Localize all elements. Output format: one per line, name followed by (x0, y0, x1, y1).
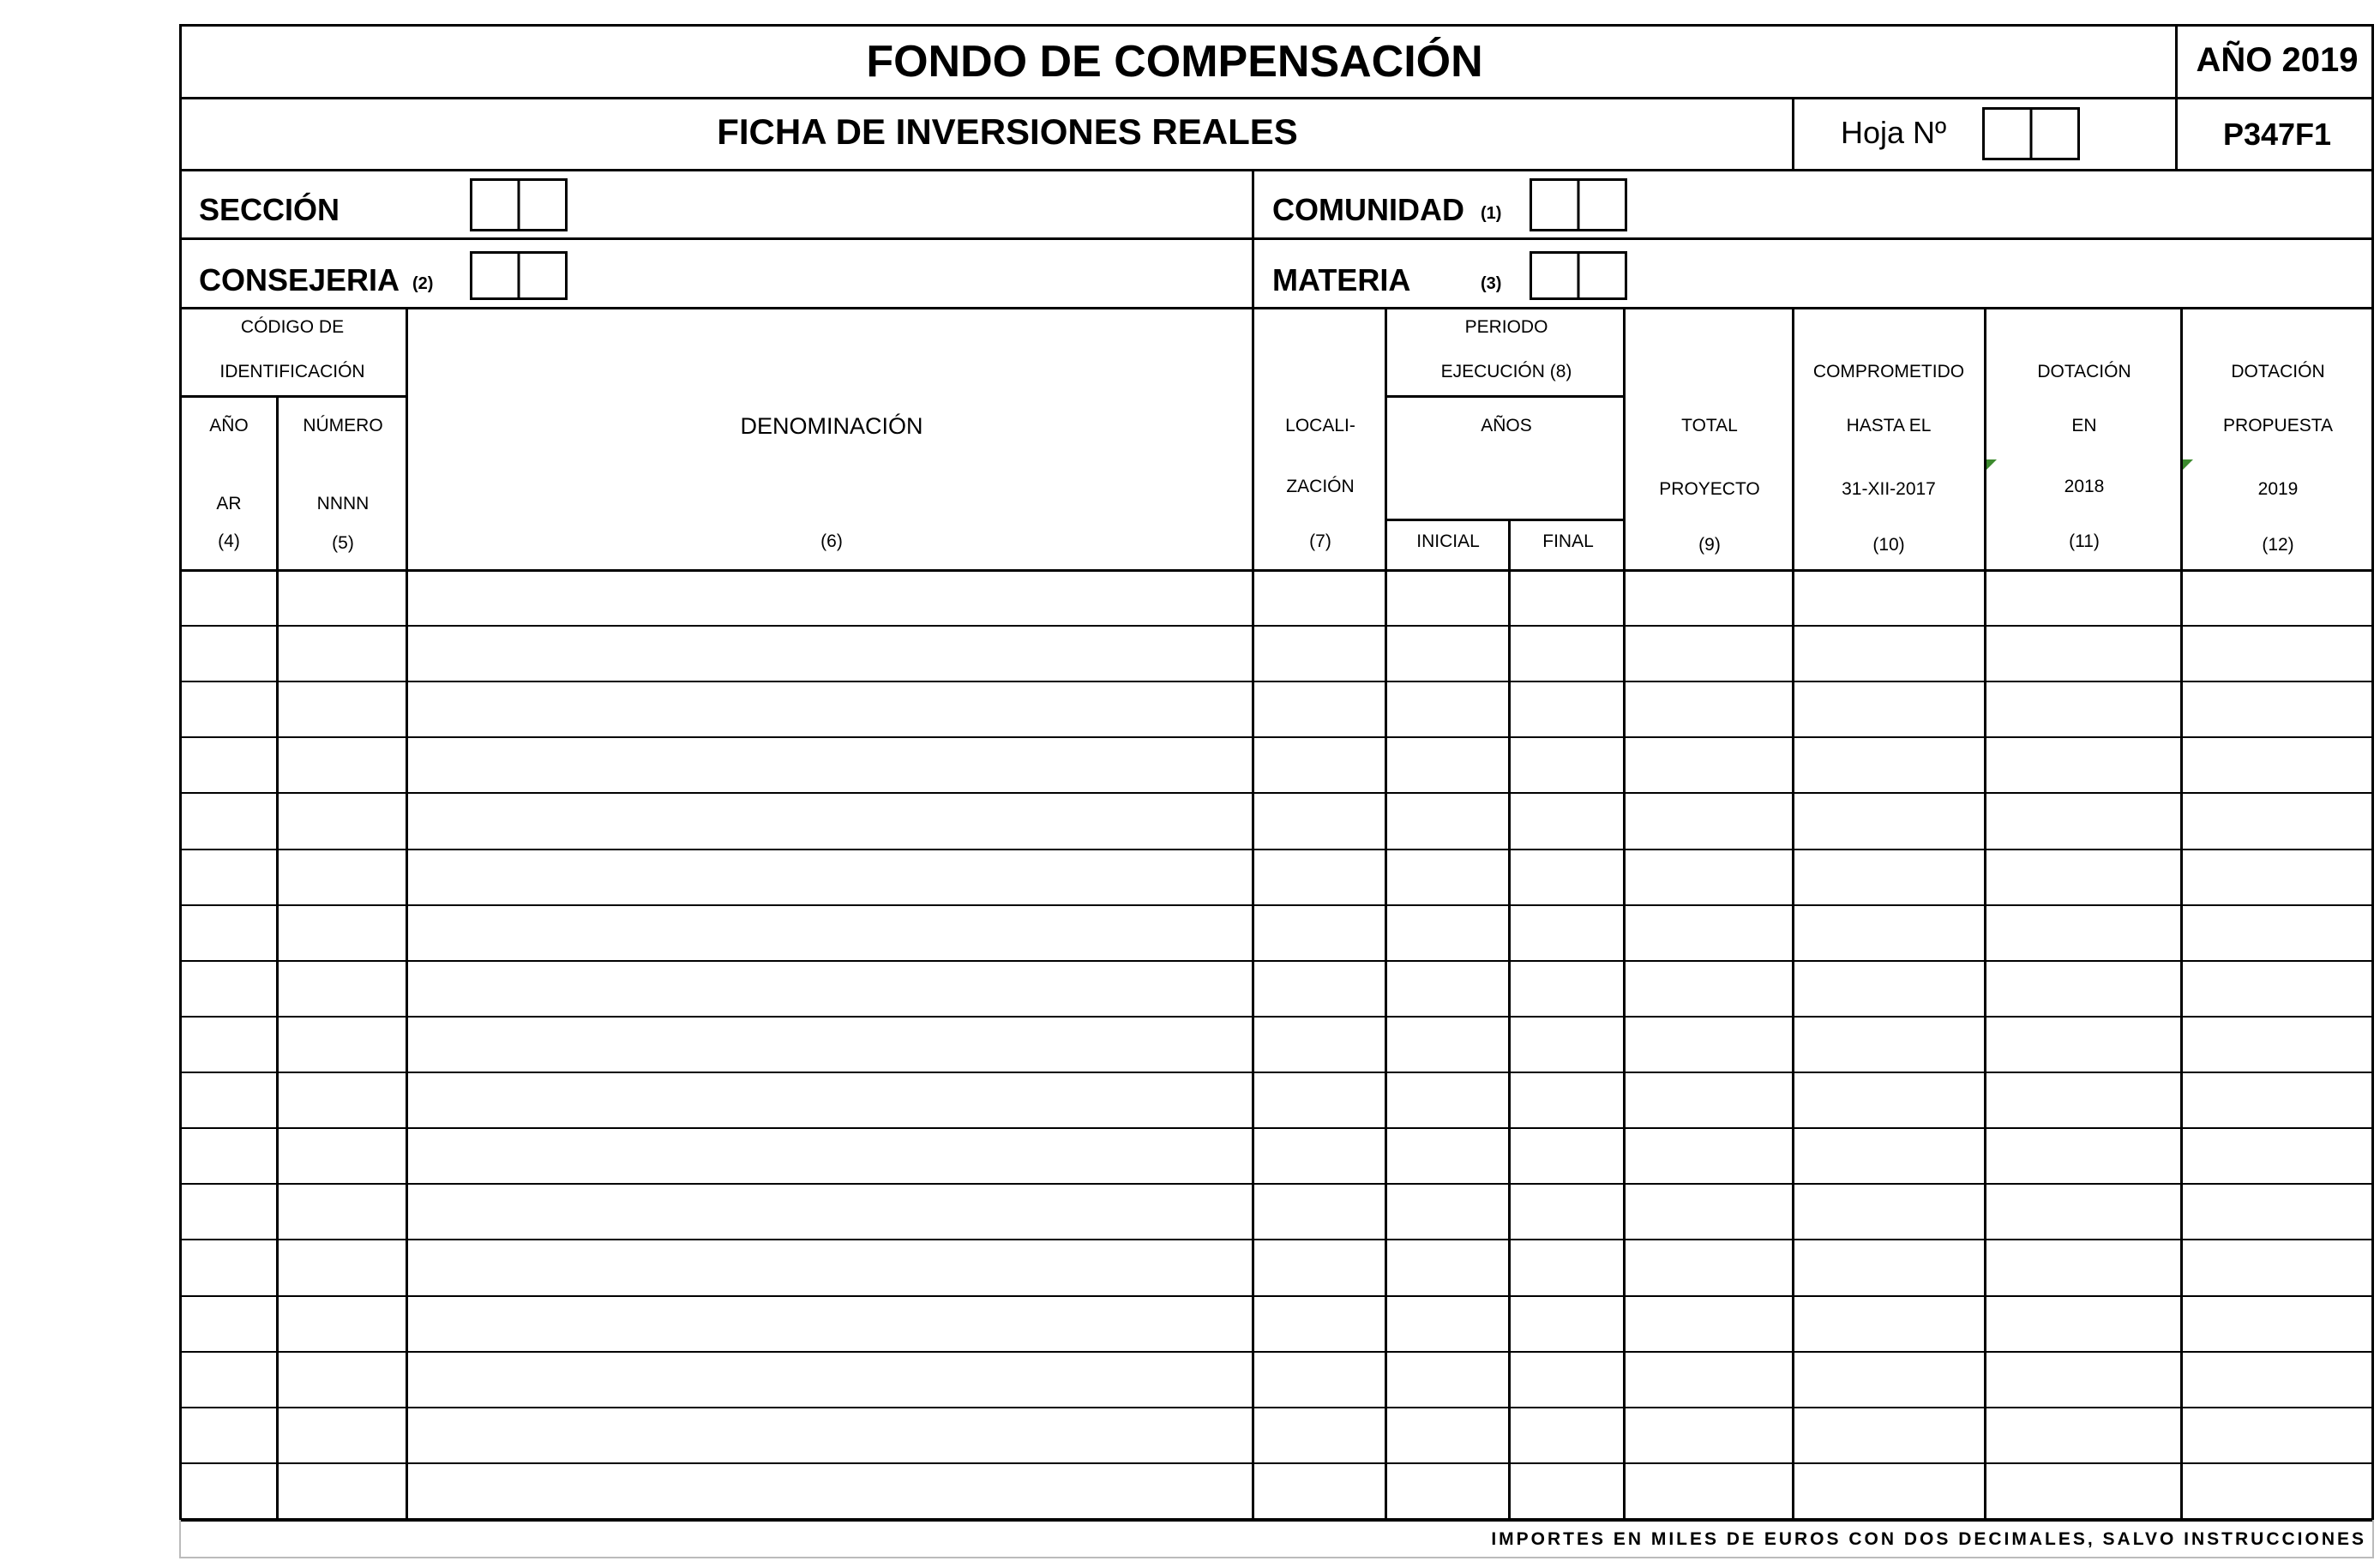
table-cell-denominacion[interactable] (408, 1130, 1385, 1183)
inicial-header: INICIAL (1416, 531, 1480, 551)
comprometido-header-2: HASTA EL (1846, 416, 1932, 435)
table-cell-dotacion[interactable] (2183, 795, 2371, 848)
table-cell-inicial[interactable] (1511, 1074, 1623, 1127)
sheet-divider (1792, 97, 1794, 171)
table-cell-numero[interactable] (279, 683, 406, 736)
table-cell-total[interactable] (1794, 1465, 1984, 1518)
table-cell-final[interactable] (1626, 795, 1792, 848)
table-cell-inicial[interactable] (1511, 739, 1623, 792)
table-cell-localizacion[interactable] (1387, 907, 1508, 960)
dotacion-prop-corner-mark (2183, 459, 2193, 470)
table-row (0, 1295, 2380, 1351)
table-cell-final[interactable] (1626, 683, 1792, 736)
table-cell-comprometido[interactable] (1986, 627, 2180, 681)
table-cell-denominacion[interactable] (408, 1186, 1385, 1239)
table-cell-comprometido[interactable] (1986, 683, 2180, 736)
row-rule (179, 1239, 2374, 1240)
table-cell-final[interactable] (1626, 1409, 1792, 1462)
comprometido-header-1: COMPROMETIDO (1812, 362, 1965, 381)
table-row (0, 792, 2380, 848)
table-cell-localizacion[interactable] (1387, 627, 1508, 681)
dotacion-en-header-3: 2018 (2064, 477, 2105, 496)
dotacion-en-header-2: EN (2071, 416, 2097, 435)
table-cell-comprometido[interactable] (1986, 1074, 2180, 1127)
table-cell-total[interactable] (1794, 739, 1984, 792)
table-cell-comprometido[interactable] (1986, 963, 2180, 1016)
table-cell-ano[interactable] (182, 1186, 276, 1239)
row-rule (179, 1072, 2374, 1073)
table-cell-numero[interactable] (279, 1241, 406, 1294)
table-cell-numero[interactable] (279, 907, 406, 960)
table-cell-ano[interactable] (182, 1298, 276, 1351)
table-cell-ano[interactable] (182, 963, 276, 1016)
table-cell-dotacion[interactable] (2183, 907, 2371, 960)
table-cell-final[interactable] (1626, 1074, 1792, 1127)
table-cell-ano[interactable] (182, 1074, 276, 1127)
table-cell-ano[interactable] (182, 1241, 276, 1294)
table-cell-denominacion[interactable] (408, 683, 1385, 736)
table-cell-denominacion[interactable] (408, 851, 1385, 904)
row-rule (179, 849, 2374, 850)
table-cell-inicial[interactable] (1511, 795, 1623, 848)
localizacion-header-num: (7) (1309, 531, 1331, 551)
table-row (0, 1407, 2380, 1462)
table-cell-denominacion[interactable] (408, 1298, 1385, 1351)
table-cell-inicial[interactable] (1511, 851, 1623, 904)
table-cell-ano[interactable] (182, 1130, 276, 1183)
table-cell-ano[interactable] (182, 739, 276, 792)
footer-right-rule (2372, 1520, 2374, 1558)
table-cell-ano[interactable] (182, 1409, 276, 1462)
comunidad-label: COMUNIDAD (1272, 192, 1464, 227)
row-rule (179, 1127, 2374, 1129)
table-cell-ano[interactable] (182, 851, 276, 904)
table-cell-total[interactable] (1794, 1354, 1984, 1407)
table-cell-ano[interactable] (182, 795, 276, 848)
table-cell-numero[interactable] (279, 1074, 406, 1127)
table-row (0, 1016, 2380, 1072)
table-row (0, 569, 2380, 625)
table-cell-total[interactable] (1794, 1298, 1984, 1351)
table-cell-numero[interactable] (279, 1186, 406, 1239)
consejeria-rule (179, 307, 2374, 309)
table-cell-total[interactable] (1794, 1409, 1984, 1462)
table-cell-localizacion[interactable] (1387, 795, 1508, 848)
table-row (0, 960, 2380, 1016)
table-cell-total[interactable] (1794, 627, 1984, 681)
table-cell-localizacion[interactable] (1387, 1018, 1508, 1072)
table-cell-comprometido[interactable] (1986, 1354, 2180, 1407)
total-header-1: TOTAL (1681, 416, 1738, 435)
localizacion-header-1: LOCALI- (1285, 416, 1355, 435)
table-cell-total[interactable] (1794, 851, 1984, 904)
numero-header-2: NNNN (316, 494, 370, 513)
table-cell-ano[interactable] (182, 627, 276, 681)
table-cell-dotacion[interactable] (2183, 851, 2371, 904)
dotacion-prop-header-1: DOTACIÓN (2231, 362, 2325, 381)
table-cell-final[interactable] (1626, 1354, 1792, 1407)
table-cell-denominacion[interactable] (408, 1241, 1385, 1294)
materia-box[interactable] (1530, 251, 1627, 300)
dotacion-en-header-1: DOTACIÓN (2037, 362, 2131, 381)
form-title: FONDO DE COMPENSACIÓN (866, 37, 1483, 87)
table-cell-localizacion[interactable] (1387, 1186, 1508, 1239)
table-cell-total[interactable] (1794, 1241, 1984, 1294)
table-cell-ano[interactable] (182, 1018, 276, 1072)
seccion-label: SECCIÓN (199, 192, 340, 227)
table-cell-ano[interactable] (182, 1465, 276, 1518)
table-cell-total[interactable] (1794, 963, 1984, 1016)
table-cell-final[interactable] (1626, 1186, 1792, 1239)
table-cell-localizacion[interactable] (1387, 683, 1508, 736)
table-cell-comprometido[interactable] (1986, 739, 2180, 792)
table-cell-inicial[interactable] (1511, 683, 1623, 736)
table-cell-dotacion[interactable] (2183, 572, 2371, 625)
table-cell-total[interactable] (1794, 1074, 1984, 1127)
table-cell-comprometido[interactable] (1986, 1465, 2180, 1518)
seccion-rule (179, 237, 2374, 240)
table-cell-inicial[interactable] (1511, 1018, 1623, 1072)
row-rule (179, 1183, 2374, 1185)
denominacion-header-num: (6) (820, 531, 843, 551)
table-cell-dotacion[interactable] (2183, 1354, 2371, 1407)
comunidad-note: (1) (1481, 204, 1502, 223)
table-cell-final[interactable] (1626, 1018, 1792, 1072)
table-cell-inicial[interactable] (1511, 1241, 1623, 1294)
ano-header-1: AÑO (209, 416, 249, 435)
table-cell-denominacion[interactable] (408, 572, 1385, 625)
table-cell-dotacion[interactable] (2183, 1186, 2371, 1239)
table-row (0, 736, 2380, 792)
table-cell-numero[interactable] (279, 1354, 406, 1407)
table-cell-denominacion[interactable] (408, 1018, 1385, 1072)
materia-label: MATERIA (1272, 262, 1411, 297)
table-cell-denominacion[interactable] (408, 1074, 1385, 1127)
table-cell-numero[interactable] (279, 1130, 406, 1183)
footer-note: IMPORTES EN MILES DE EUROS CON DOS DECIMALES, SALVO INSTRUCCIONES (1491, 1529, 2366, 1549)
table-cell-comprometido[interactable] (1986, 851, 2180, 904)
table-cell-comprometido[interactable] (1986, 1409, 2180, 1462)
table-cell-total[interactable] (1794, 1018, 1984, 1072)
table-cell-localizacion[interactable] (1387, 1409, 1508, 1462)
table-cell-dotacion[interactable] (2183, 683, 2371, 736)
codigo-header-2: IDENTIFICACIÓN (219, 362, 365, 381)
table-cell-comprometido[interactable] (1986, 572, 2180, 625)
final-header: FINAL (1542, 531, 1594, 551)
table-cell-denominacion[interactable] (408, 1465, 1385, 1518)
table-cell-final[interactable] (1626, 627, 1792, 681)
table-cell-comprometido[interactable] (1986, 907, 2180, 960)
table-cell-comprometido[interactable] (1986, 1130, 2180, 1183)
table-cell-comprometido[interactable] (1986, 1298, 2180, 1351)
table-cell-localizacion[interactable] (1387, 1354, 1508, 1407)
table-cell-denominacion[interactable] (408, 627, 1385, 681)
ano-header-num: (4) (218, 531, 240, 551)
table-cell-final[interactable] (1626, 739, 1792, 792)
row-rule (179, 904, 2374, 906)
table-cell-final[interactable] (1626, 1130, 1792, 1183)
table-cell-dotacion[interactable] (2183, 1465, 2371, 1518)
materia-note: (3) (1481, 274, 1502, 293)
table-cell-localizacion[interactable] (1387, 572, 1508, 625)
row-rule (179, 1407, 2374, 1408)
row-rule (179, 960, 2374, 962)
comprometido-header-3: 31-XII-2017 (1842, 479, 1936, 499)
table-cell-inicial[interactable] (1511, 1465, 1623, 1518)
table-cell-final[interactable] (1626, 851, 1792, 904)
periodo-header-2: EJECUCIÓN (8) (1440, 362, 1572, 381)
codigo-header-1: CÓDIGO DE (240, 317, 345, 337)
row-rule (179, 1295, 2374, 1297)
anos-under-rule (1385, 519, 1625, 521)
table-row (0, 1072, 2380, 1127)
localizacion-header-2: ZACIÓN (1286, 477, 1355, 496)
form-code: P347F1 (2222, 117, 2332, 152)
dotacion-prop-header-3: 2019 (2257, 479, 2299, 499)
table-row (0, 625, 2380, 681)
row-rule (179, 1016, 2374, 1018)
table-cell-dotacion[interactable] (2183, 963, 2371, 1016)
table-cell-numero[interactable] (279, 795, 406, 848)
denominacion-header: DENOMINACIÓN (740, 413, 923, 439)
table-cell-dotacion[interactable] (2183, 1241, 2371, 1294)
table-cell-ano[interactable] (182, 683, 276, 736)
table-row (0, 1183, 2380, 1239)
table-cell-denominacion[interactable] (408, 1409, 1385, 1462)
table-cell-dotacion[interactable] (2183, 627, 2371, 681)
table-row (0, 681, 2380, 736)
consejeria-note: (2) (412, 274, 434, 293)
table-cell-dotacion[interactable] (2183, 1018, 2371, 1072)
sheet-label: Hoja Nº (1841, 115, 1947, 150)
subtitle-rule (179, 169, 2374, 171)
table-row (0, 1127, 2380, 1183)
table-row (0, 1351, 2380, 1407)
table-cell-localizacion[interactable] (1387, 1298, 1508, 1351)
footer-left-rule (179, 1520, 181, 1558)
numero-header-num: (5) (332, 533, 354, 553)
table-cell-denominacion[interactable] (408, 795, 1385, 848)
table-cell-denominacion[interactable] (408, 739, 1385, 792)
title-rule (179, 97, 2374, 99)
table-row (0, 904, 2380, 960)
form-subtitle: FICHA DE INVERSIONES REALES (717, 111, 1298, 152)
table-cell-total[interactable] (1794, 1130, 1984, 1183)
table-cell-ano[interactable] (182, 1354, 276, 1407)
periodo-anos-header: AÑOS (1481, 416, 1532, 435)
table-cell-dotacion[interactable] (2183, 1074, 2371, 1127)
table-cell-numero[interactable] (279, 627, 406, 681)
numero-header-1: NÚMERO (303, 416, 383, 435)
dotacion-prop-header-num: (12) (2262, 535, 2294, 555)
table-cell-numero[interactable] (279, 1409, 406, 1462)
table-cell-inicial[interactable] (1511, 1409, 1623, 1462)
total-header-2: PROYECTO (1659, 479, 1760, 499)
table-cell-final[interactable] (1626, 572, 1792, 625)
row-rule (179, 792, 2374, 794)
table-cell-numero[interactable] (279, 963, 406, 1016)
table-cell-localizacion[interactable] (1387, 739, 1508, 792)
table-cell-numero[interactable] (279, 851, 406, 904)
table-cell-total[interactable] (1794, 907, 1984, 960)
consejeria-box[interactable] (470, 251, 568, 300)
table-cell-comprometido[interactable] (1986, 1241, 2180, 1294)
table-cell-numero[interactable] (279, 1018, 406, 1072)
table-cell-denominacion[interactable] (408, 1354, 1385, 1407)
table-cell-inicial[interactable] (1511, 963, 1623, 1016)
dotacion-en-corner-mark (1986, 459, 1997, 470)
table-cell-inicial[interactable] (1511, 1130, 1623, 1183)
total-header-num: (9) (1698, 535, 1721, 555)
sheet-number-box[interactable] (1982, 107, 2080, 160)
table-cell-localizacion[interactable] (1387, 851, 1508, 904)
periodo-under-rule (1385, 395, 1625, 398)
row-rule (179, 736, 2374, 738)
table-cell-total[interactable] (1794, 1186, 1984, 1239)
footer-bottom-rule (179, 1557, 2374, 1558)
table-cell-final[interactable] (1626, 963, 1792, 1016)
table-cell-inicial[interactable] (1511, 572, 1623, 625)
table-cell-localizacion[interactable] (1387, 1465, 1508, 1518)
table-cell-localizacion[interactable] (1387, 963, 1508, 1016)
dotacion-en-header-num: (11) (2069, 531, 2100, 551)
frame-bottom (179, 1518, 2374, 1522)
table-cell-dotacion[interactable] (2183, 739, 2371, 792)
table-cell-final[interactable] (1626, 1465, 1792, 1518)
table-cell-denominacion[interactable] (408, 907, 1385, 960)
ano-header-2: AR (216, 494, 242, 513)
table-cell-ano[interactable] (182, 572, 276, 625)
table-cell-total[interactable] (1794, 683, 1984, 736)
table-cell-numero[interactable] (279, 739, 406, 792)
table-cell-total[interactable] (1794, 795, 1984, 848)
comunidad-box[interactable] (1530, 178, 1627, 231)
comprometido-header-num: (10) (1872, 535, 1905, 555)
table-cell-dotacion[interactable] (2183, 1409, 2371, 1462)
table-cell-numero[interactable] (279, 1298, 406, 1351)
row-rule (179, 625, 2374, 627)
table-cell-numero[interactable] (279, 572, 406, 625)
form-year: AÑO 2019 (2196, 41, 2359, 79)
periodo-header-1: PERIODO (1464, 317, 1548, 337)
table-row (0, 1462, 2380, 1518)
table-cell-total[interactable] (1794, 572, 1984, 625)
table-cell-inicial[interactable] (1511, 1298, 1623, 1351)
dotacion-prop-header-2: PROPUESTA (2223, 416, 2333, 435)
table-cell-comprometido[interactable] (1986, 1186, 2180, 1239)
table-cell-inicial[interactable] (1511, 1354, 1623, 1407)
table-cell-final[interactable] (1626, 1298, 1792, 1351)
table-cell-localizacion[interactable] (1387, 1074, 1508, 1127)
frame-top (179, 24, 2374, 27)
table-row (0, 1239, 2380, 1294)
seccion-box[interactable] (470, 178, 568, 231)
table-cell-dotacion[interactable] (2183, 1130, 2371, 1183)
table-cell-numero[interactable] (279, 1465, 406, 1518)
table-cell-inicial[interactable] (1511, 627, 1623, 681)
table-cell-final[interactable] (1626, 907, 1792, 960)
row-rule (179, 1462, 2374, 1464)
table-cell-inicial[interactable] (1511, 1186, 1623, 1239)
table-cell-comprometido[interactable] (1986, 1018, 2180, 1072)
table-cell-dotacion[interactable] (2183, 1298, 2371, 1351)
consejeria-label: CONSEJERIA (199, 262, 400, 297)
row-rule (179, 1351, 2374, 1353)
table-cell-inicial[interactable] (1511, 907, 1623, 960)
table-cell-comprometido[interactable] (1986, 795, 2180, 848)
table-row (0, 849, 2380, 904)
table-cell-final[interactable] (1626, 1241, 1792, 1294)
table-cell-localizacion[interactable] (1387, 1130, 1508, 1183)
table-cell-ano[interactable] (182, 907, 276, 960)
codigo-under-rule (179, 395, 407, 398)
row-rule (179, 681, 2374, 682)
table-cell-localizacion[interactable] (1387, 1241, 1508, 1294)
table-cell-denominacion[interactable] (408, 963, 1385, 1016)
